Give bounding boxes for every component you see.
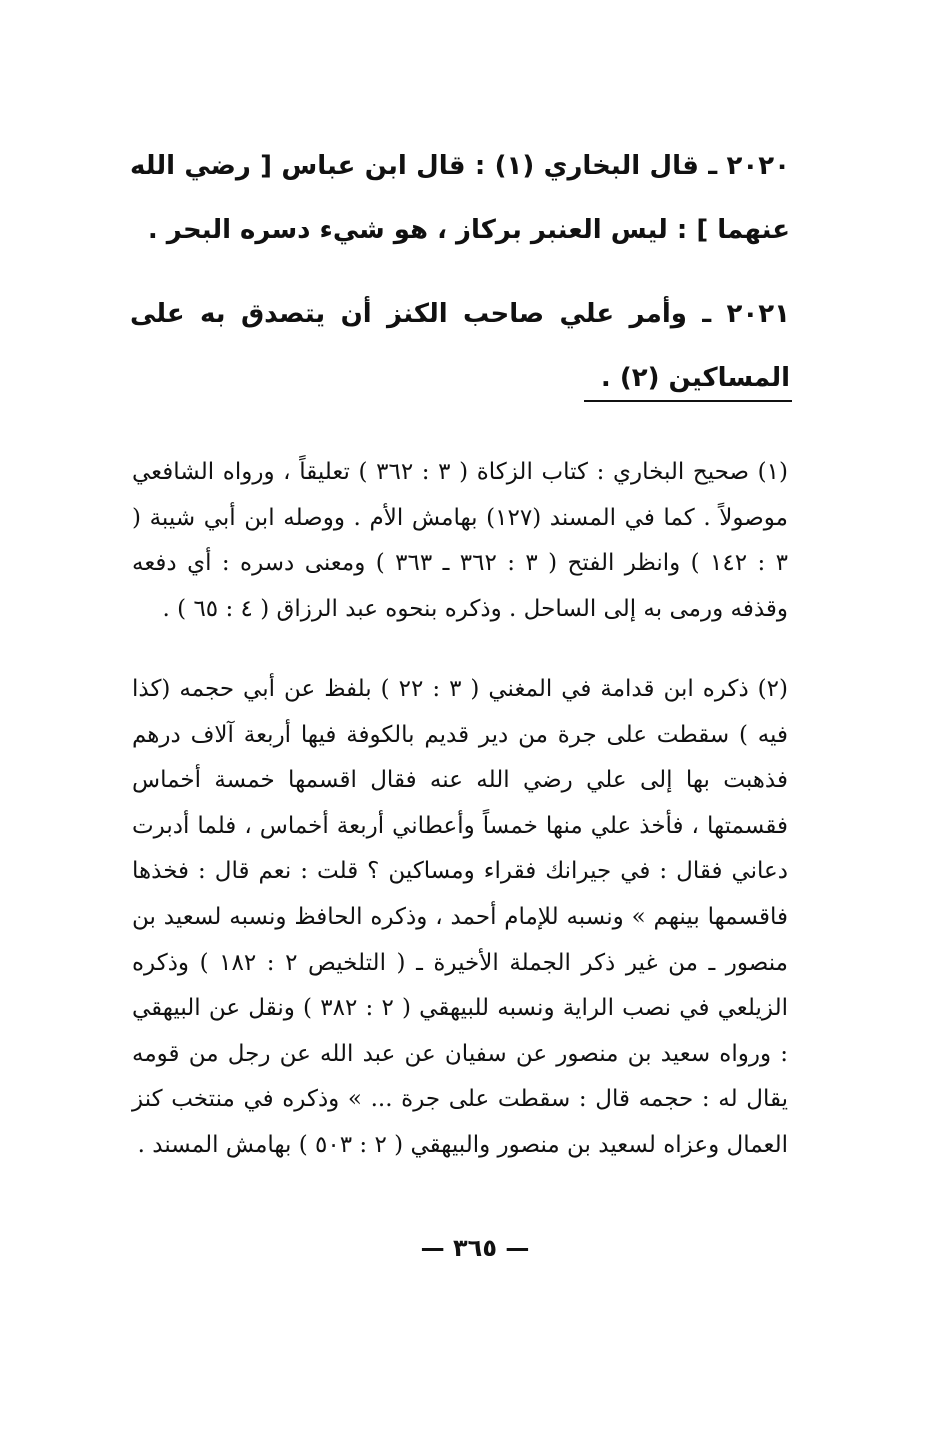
footnote-divider [584,400,792,402]
page-number: — ٣٦٥ — [420,1234,530,1262]
footnote-2: (٢) ذكره ابن قدامة في المغني ( ٣ : ٢٢ ) بلفظ عن أبي حجمه (كذا فيه ) سقطت على جرة من دير قديم بالكوفة فيها أربعة آلاف درهم فذهبت بها إلى علي رضي الله عنه فقال اقسمها خمسة أخماس فقسمتها ، فأخذ علي منها خمساً وأعطاني أربعة أخماس ، فلما أدبرت دعاني فقال : في جيرانك فقراء ومساكين ؟ قلت : نعم قال : فخذها فاقسمها بينهم » ونسبه للإمام أحمد ، وذكره الحافظ ونسبه لسعيد بن منصور ـ من غير ذكر الجملة الأخيرة ـ ( التلخيص ٢ : ١٨٢ ) وذكره الزيلعي في نصب الراية ونسبه للبيهقي ( ٢ : ٣٨٢ ) ونقل عن البيهقي : ورواه سعيد بن منصور عن سفيان عن عبد الله عن رجل من قومه يقال له : حجمه قال : سقطت على جرة ... » وذكره في منتخب كنز العمال وعزاه لسعيد بن منصور والبيهقي ( ٢ : ٥٠٣ ) بهامش المسند . [132,676,788,1158]
footnote-1: (١) صحيح البخاري : كتاب الزكاة ( ٣ : ٣٦٢ ) تعليقاً ، ورواه الشافعي موصولاً . كما في المسند (١٢٧) بهامش الأم . ووصله ابن أبي شيبة ( ٣ : ١٤٢ ) وانظر الفتح ( ٣ : ٣٦٢ ـ ٣٦٣ ) ومعنى دسره : أي دفعه وقذفه ورمى به إلى الساحل . وذكره بنحوه عبد الرزاق ( ٤ : ٦٥ ) . [132,459,789,622]
hadith-entry-2021: ٢٠٢١ ـ وأمر علي صاحب الكنز أن يتصدق به على المساكين (٢) . [130,299,790,393]
hadith-entry-2020: ٢٠٢٠ ـ قال البخاري (١) : قال ابن عباس [ رضي الله عنهما ] : ليس العنبر بركاز ، هو شيء دسره البحر . [130,151,790,245]
